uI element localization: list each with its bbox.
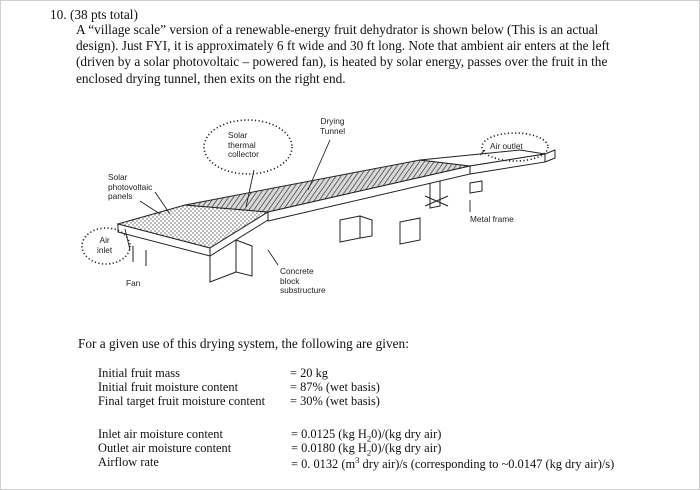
given-label: Final target fruit moisture content bbox=[98, 394, 266, 408]
given-label: Initial fruit mass bbox=[98, 366, 180, 380]
given-label: Outlet air moisture content bbox=[98, 441, 232, 455]
given-label: Initial fruit moisture content bbox=[98, 380, 239, 394]
question-text: A “village scale” version of a renewable-energy fruit dehydrator is shown below (This is an actual design). Just FYI, it is approximately 6 ft wide and 30 ft long. Note that ambient air enters at the left (driven by a solar photovoltaic – powered fan), is heated by solar energy, passes over the fruit in the enclosed drying tunnel, then exits on the right end. bbox=[76, 22, 610, 86]
question-number: 10. (38 pts total) bbox=[50, 7, 138, 22]
given-value: = 20 kg bbox=[290, 366, 328, 380]
given-label: Airflow rate bbox=[98, 455, 159, 469]
air-inlet-label: Air inlet bbox=[97, 235, 113, 255]
solar-thermal-label: Solar thermal collector bbox=[228, 130, 259, 160]
given-value: = 0.0180 (kg $H_20)/(kg$ dry air) bbox=[291, 441, 442, 458]
fan-label: Fan bbox=[126, 278, 141, 288]
metal-frame-label: Metal frame bbox=[470, 214, 514, 224]
given-value: = 87% (wet basis) bbox=[290, 380, 380, 394]
solar-pv-label: Solar photovoltaic panels bbox=[108, 172, 153, 202]
given-value: = 0. 0132 ($m^3$ dry air)/s (corresponding to ~0.0147 (kg dry air)/s) bbox=[291, 455, 615, 472]
given-intro: For a given use of this drying system, the following are given: bbox=[78, 336, 409, 351]
given-value: = 30% (wet basis) bbox=[290, 394, 380, 408]
given-value: = 0.0125 (kg $H_20)/(kg$ dry air) bbox=[291, 427, 442, 444]
given-label: Inlet air moisture content bbox=[98, 427, 223, 441]
air-outlet-label: Air outlet bbox=[490, 141, 523, 151]
concrete-label: Concrete block substructure bbox=[280, 266, 326, 296]
drying-tunnel-label: Drying Tunnel bbox=[320, 116, 346, 136]
